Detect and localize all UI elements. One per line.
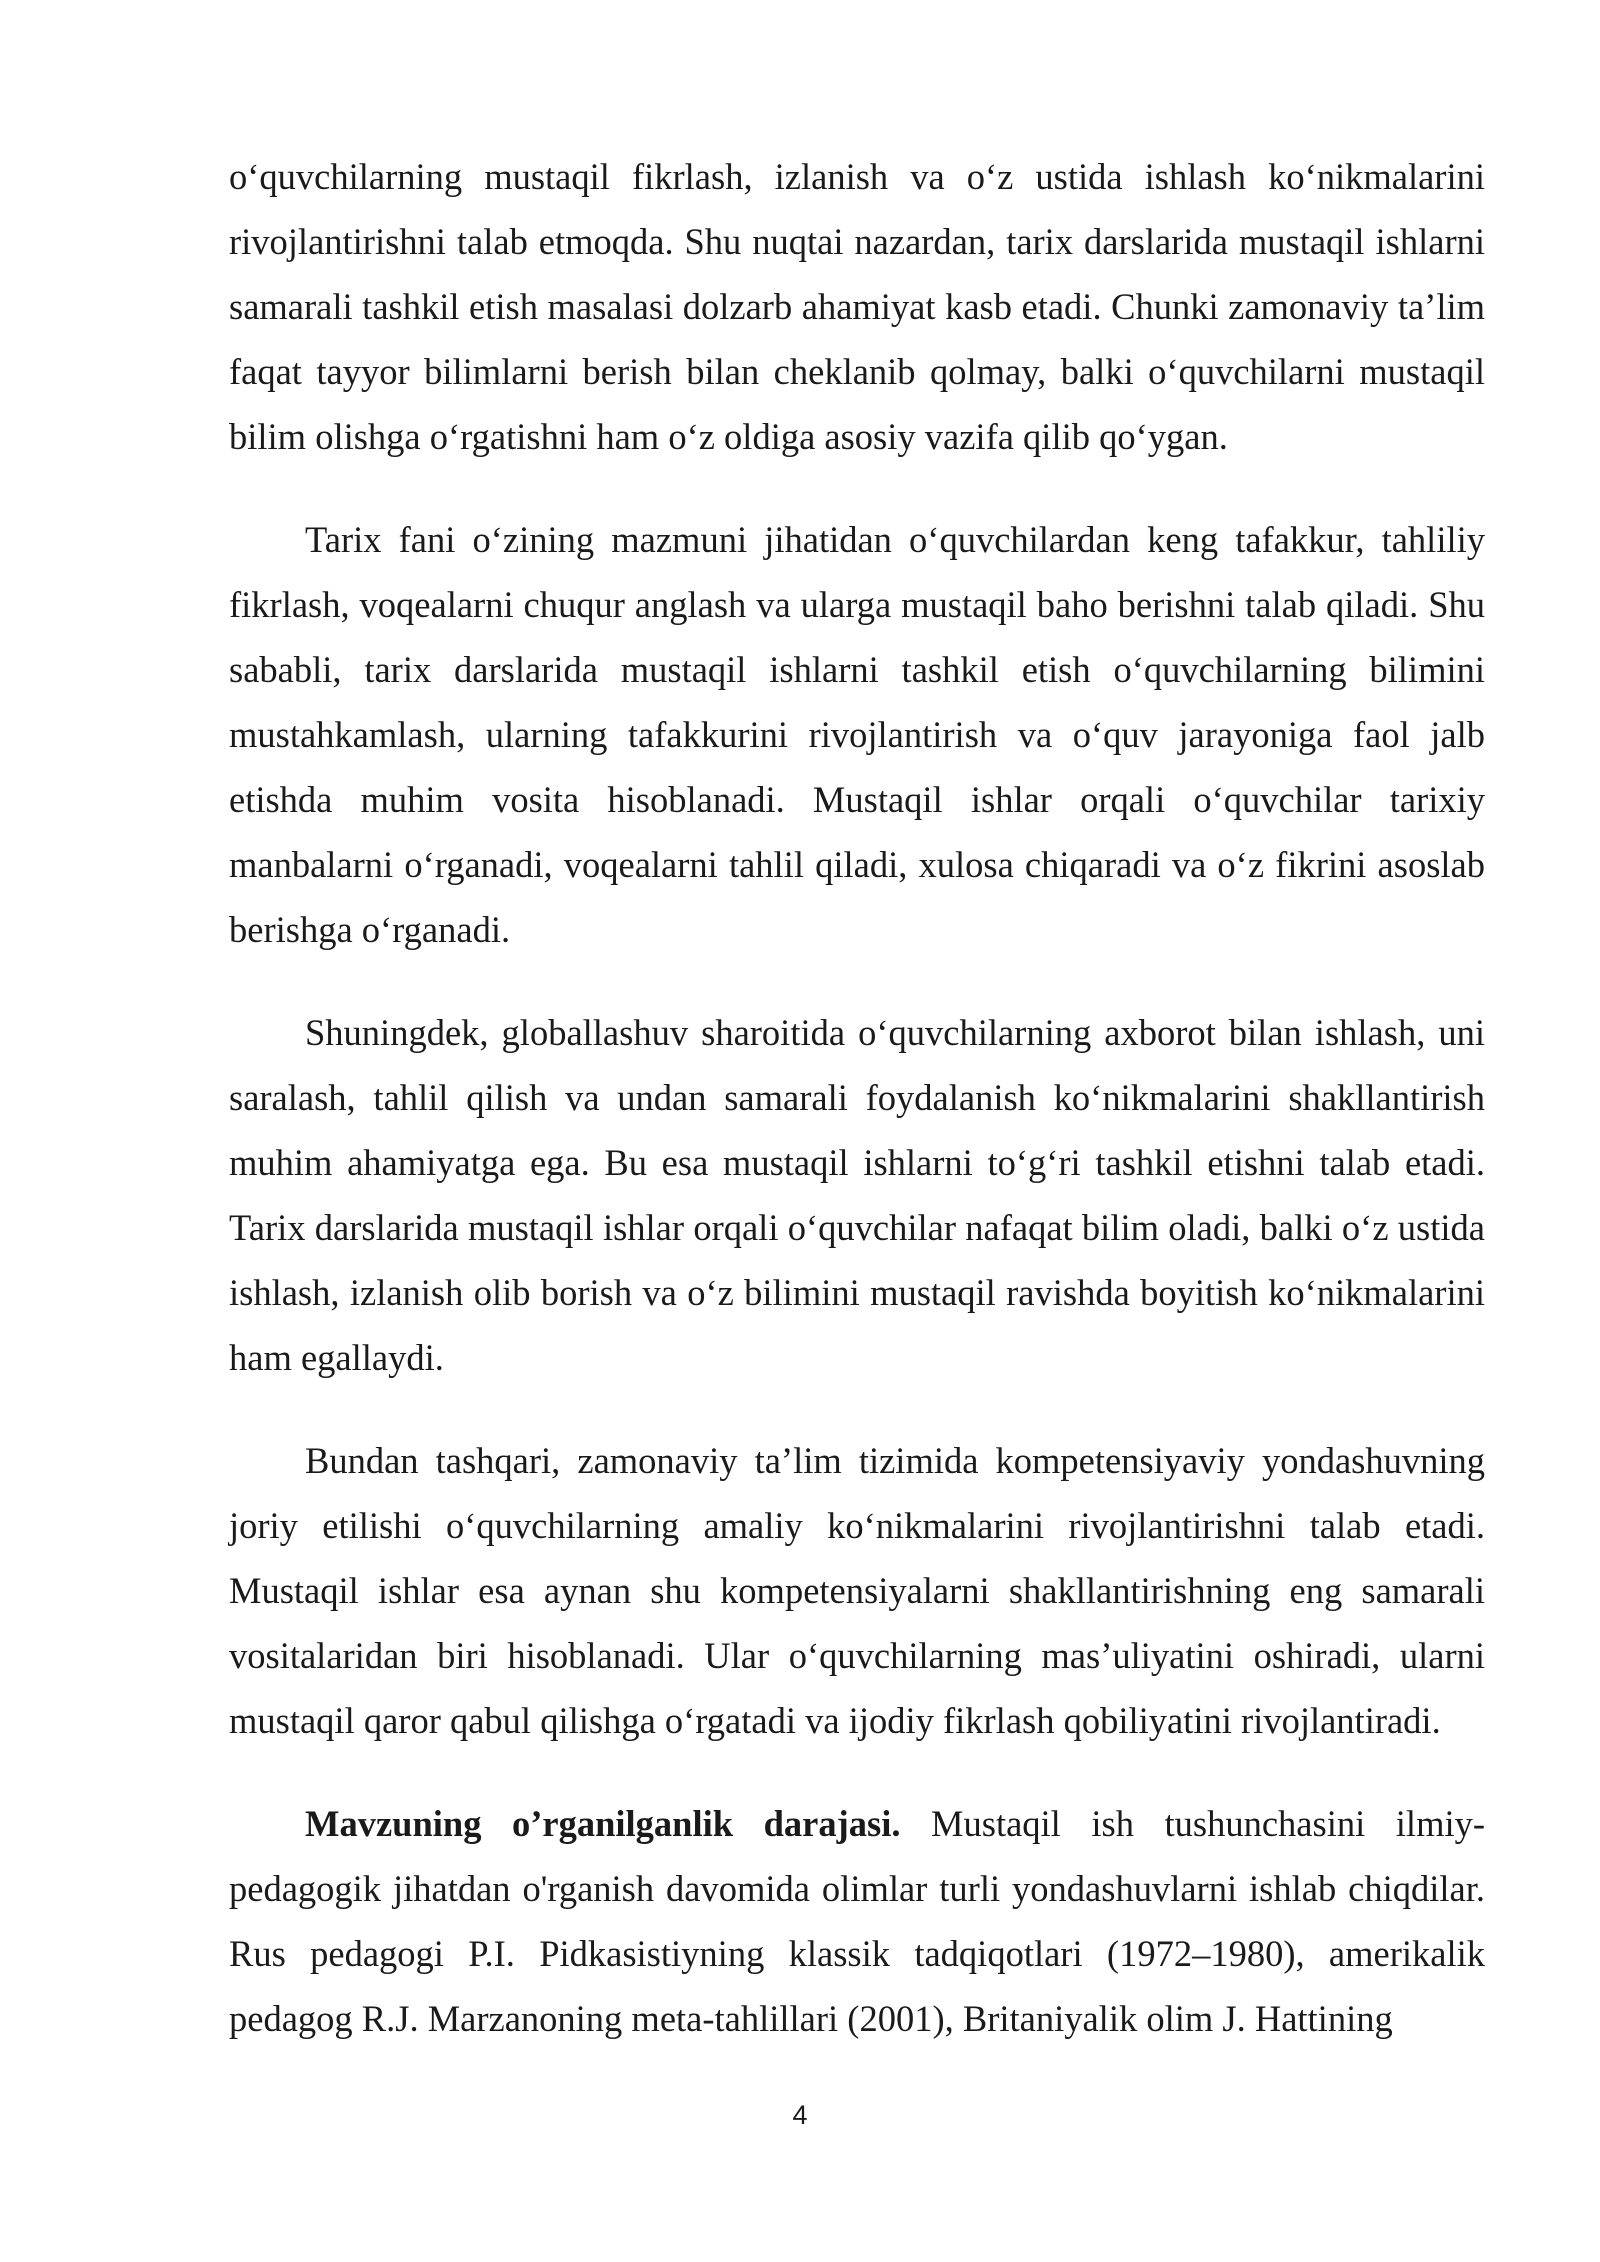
paragraph-text: Bundan tashqari, zamonaviy ta’lim tizimida kompetensiyaviy yondashuvning joriy etilishi o‘quvchilarning amaliy ko‘nikmalarini rivojlantirishni talab etadi. Mustaqil ishlar esa aynan shu kompetensiyalarni shakllantirishning eng samarali vositalaridan biri hisoblanadi. Ular o‘quvchilarning mas’uliyatini oshiradi, ularni mustaqil qaror qabul qilishga o‘rgatadi va ijodiy fikrlash qobiliyatini rivojlantiradi. — [229, 1440, 1485, 1741]
paragraph-5 — [229, 1791, 1485, 2051]
section-heading: Mavzuning o’rganilganlik darajasi. — [305, 1803, 901, 1844]
paragraph-text: Tarix fani o‘zining mazmuni jihatidan o‘quvchilardan keng tafakkur, tahliliy fikrlash, voqealarni chuqur anglash va ularga mustaqil baho berishni talab qiladi. Shu sababli, tarix darslarida mustaqil ishlarni tashkil etish o‘quvchilarning bilimini mustahkamlash, ularning tafakkurini rivojlantirish va o‘quv jarayoniga faol jalb etishda muhim vosita hisoblanadi. Mustaqil ishlar orqali o‘quvchilar tarixiy manbalarni o‘rganadi, voqealarni tahlil qiladi, xulosa chiqaradi va o‘z fikrini asoslab berishga o‘rganadi. — [229, 519, 1485, 950]
page-number: 4 — [792, 2100, 808, 2130]
paragraph-2 — [229, 507, 1485, 962]
paragraph-3 — [229, 1000, 1485, 1390]
paragraph-text: o‘quvchilarning mustaqil fikrlash, izlanish va o‘z ustida ishlash ko‘nikmalarini rivojlantirishni talab etmoqda. Shu nuqtai nazardan, tarix darslarida mustaqil ishlarni samarali tashkil etish masalasi dolzarb ahamiyat kasb etadi. Chunki zamonaviy ta’lim faqat tayyor bilimlarni berish bilan cheklanib qolmay, balki o‘quvchilarni mustaqil bilim olishga o‘rgatishni ham o‘z oldiga asosiy vazifa qilib qo‘ygan. — [229, 156, 1485, 457]
paragraph-1 — [229, 144, 1485, 469]
page-body — [229, 144, 1485, 2089]
paragraph-text: Mustaqil ish tushunchasini ilmiy-pedagogik jihatdan o'rganish davomida olimlar turli yondashuvlarni ishlab chiqdilar. Rus pedagogi P.I. Pidkasistiyning klassik tadqiqotlari (1972–1980), amerikalik pedagog R.J. Marzanoning meta-tahlillari (2001), Britaniyalik olim J. Hattining — [229, 1803, 1485, 2039]
paragraph-4 — [229, 1428, 1485, 1753]
paragraph-text: Shuningdek, globallashuv sharoitida o‘quvchilarning axborot bilan ishlash, uni saralash, tahlil qilish va undan samarali foydalanish ko‘nikmalarini shakllantirish muhim ahamiyatga ega. Bu esa mustaqil ishlarni to‘g‘ri tashkil etishni talab etadi. Tarix darslarida mustaqil ishlar orqali o‘quvchilar nafaqat bilim oladi, balki o‘z ustida ishlash, izlanish olib borish va o‘z bilimini mustaqil ravishda boyitish ko‘nikmalarini ham egallaydi. — [229, 1012, 1485, 1378]
